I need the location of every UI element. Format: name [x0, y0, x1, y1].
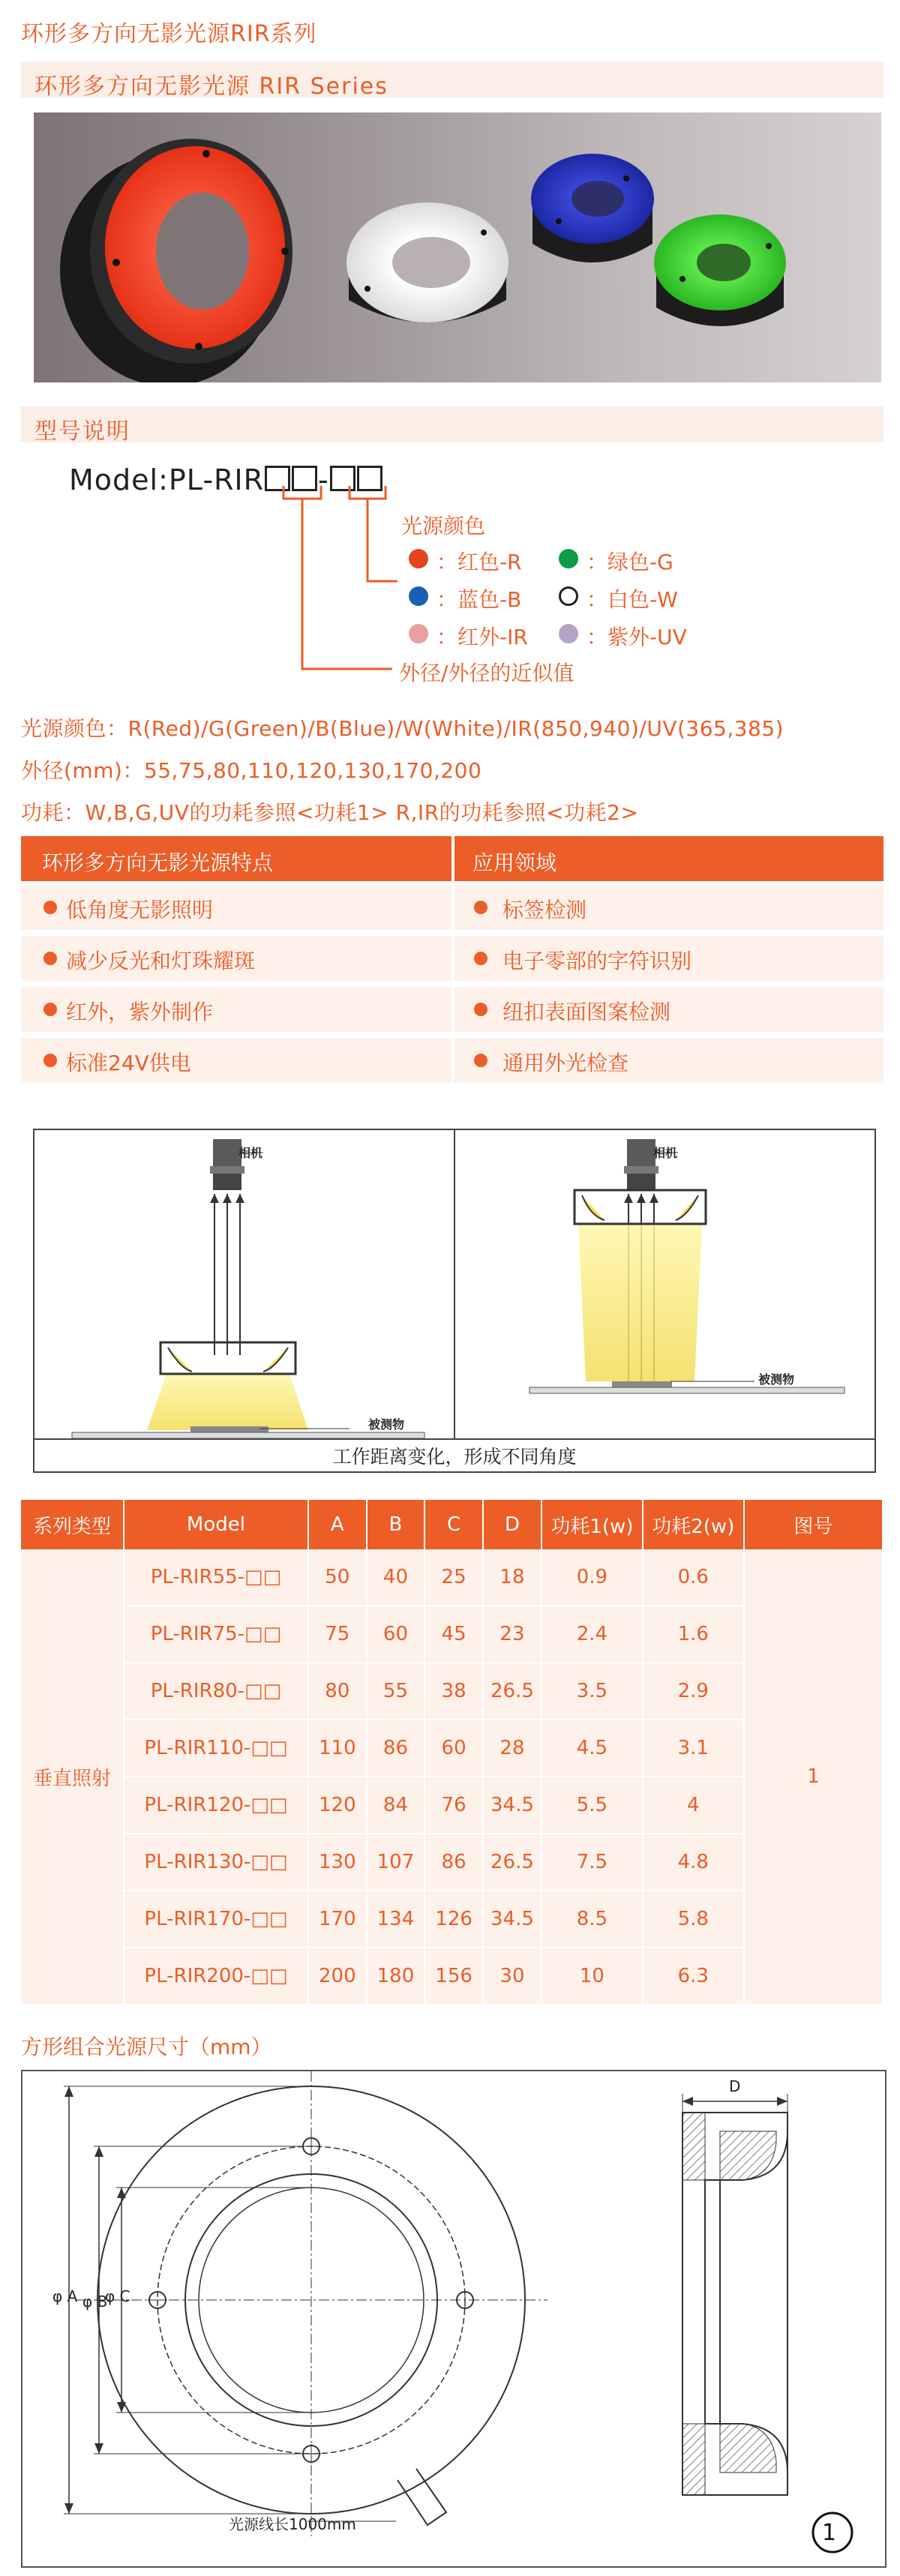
table-cell: 55 [367, 1663, 425, 1720]
spec-power: 功耗：W,B,G,UV的功耗参照<功耗1> R,IR的功耗参照<功耗2> [21, 800, 639, 825]
table-cell: 134 [367, 1891, 425, 1948]
table-cell: 3.1 [643, 1720, 744, 1777]
table-cell: PL-RIR200-□□ [124, 1948, 308, 2005]
table-cell: 26.5 [483, 1834, 542, 1891]
application-item: 通用外光检查 [502, 1051, 629, 1075]
green-ring-light [654, 214, 786, 326]
legend-title: 光源颜色 [401, 514, 486, 538]
table-cell: 130 [308, 1834, 367, 1891]
table-cell: 5.8 [643, 1891, 744, 1948]
application-item: 纽扣表面图案检测 [502, 1000, 671, 1024]
table-header-cell: C [424, 1500, 483, 1549]
dimension-label-d: D [729, 2077, 741, 2095]
ring-lights-illustration [34, 112, 881, 382]
model-code-prefix: Model:PL-RIR [69, 463, 265, 496]
product-photo [34, 112, 881, 382]
table-cell: PL-RIR120-□□ [124, 1777, 308, 1834]
table-cell: 60 [367, 1606, 425, 1663]
legend-item: ：红外-IR [436, 625, 528, 649]
table-cell: 86 [424, 1834, 483, 1891]
bullet-icon [474, 1003, 488, 1016]
dimension-label-a [52, 2287, 77, 2305]
table-cell: PL-RIR80-□□ [124, 1663, 308, 1720]
left-setup [72, 1139, 424, 1438]
dimension-b: B [97, 2293, 108, 2311]
table-cell: 3.5 [542, 1663, 643, 1720]
working-distance-drawing [34, 1130, 874, 1471]
application-item: 标签检测 [502, 898, 587, 922]
spec-diameter: 外径(mm)：55,75,80,110,120,130,170,200 [21, 758, 482, 783]
dimension-label-b [82, 2293, 107, 2311]
table-cell: 0.6 [643, 1549, 744, 1606]
spec-colors: 光源颜色：R(Red)/G(Green)/B(Blue)/W(White)/IR(850,940)/UV(365,385) [21, 716, 784, 741]
table-cell: 4.5 [542, 1720, 643, 1777]
bullet-icon [474, 1054, 488, 1067]
table-cell: 200 [308, 1948, 367, 2005]
dimension-label-c [105, 2287, 130, 2305]
table-cell: 120 [308, 1777, 367, 1834]
table-header-cell: B [367, 1500, 425, 1549]
white-ring-light [346, 202, 508, 322]
diameter-symbol: φ [52, 2287, 63, 2305]
table-header-cell: A [308, 1500, 367, 1549]
legend-item: ：蓝色-B [436, 587, 522, 612]
diameter-symbol: φ [105, 2287, 116, 2305]
legend-item: ：白色-W [586, 587, 678, 612]
features-header [21, 836, 452, 881]
table-cell: 6.3 [643, 1948, 744, 2005]
table-cell: PL-RIR55-□□ [124, 1549, 308, 1606]
model-table [21, 1500, 884, 2005]
table-header-cell: Model [124, 1500, 308, 1549]
bullet-icon [474, 901, 488, 914]
cable-length-label: 光源线长1000mm [229, 2515, 356, 2533]
camera-label: 相机 [238, 1146, 263, 1160]
table-cell: 4.8 [643, 1834, 744, 1891]
table-cell: 50 [308, 1549, 367, 1606]
table-cell: 25 [424, 1549, 483, 1606]
diameter-symbol: φ [82, 2293, 93, 2311]
model-code-dash: - [318, 463, 329, 496]
table-cell: PL-RIR170-□□ [124, 1891, 308, 1948]
table-cell: 1.6 [643, 1606, 744, 1663]
table-cell: PL-RIR110-□□ [124, 1720, 308, 1777]
camera-label: 相机 [653, 1146, 678, 1160]
dimension-c: C [119, 2287, 130, 2305]
right-setup [530, 1139, 844, 1393]
dimension-drawing [22, 2071, 885, 2566]
bullet-icon [44, 901, 57, 914]
feature-item: 标准24V供电 [66, 1051, 191, 1075]
table-header-cell: 功耗1(w) [542, 1500, 643, 1549]
table-cell: 86 [367, 1720, 425, 1777]
table-cell: 60 [424, 1720, 483, 1777]
technical-drawing [21, 2070, 886, 2568]
table-cell: 23 [483, 1606, 542, 1663]
white-dot-icon [559, 586, 578, 606]
figure-number-cell: 1 [744, 1549, 883, 2005]
feature-item: 低角度无影照明 [66, 898, 214, 922]
table-cell: PL-RIR75-□□ [124, 1606, 308, 1663]
table-cell: 2.4 [542, 1606, 643, 1663]
table-cell: 45 [424, 1606, 483, 1663]
dimension-section-title: 方形组合光源尺寸（mm） [21, 2035, 272, 2059]
model-section-bar [21, 406, 884, 445]
feature-item: 减少反光和灯珠耀斑 [66, 949, 256, 973]
object-label: 被测物 [368, 1417, 405, 1432]
spec-list [21, 712, 784, 838]
table-cell: 30 [483, 1948, 542, 2005]
table-cell: 110 [308, 1720, 367, 1777]
table-header-cell: 图号 [744, 1500, 883, 1549]
purple-dot-icon [559, 624, 578, 643]
table-cell: 76 [424, 1777, 483, 1834]
series-banner [21, 61, 884, 100]
table-cell: 8.5 [542, 1891, 643, 1948]
blue-dot-icon [409, 586, 428, 606]
table-cell: 10 [542, 1948, 643, 2005]
table-cell: 7.5 [542, 1834, 643, 1891]
figure-number-mark: 1 [822, 2520, 837, 2546]
table-cell: 80 [308, 1663, 367, 1720]
applications-header [454, 836, 884, 881]
green-dot-icon [559, 549, 578, 568]
table-cell: 84 [367, 1777, 425, 1834]
table-cell: 156 [424, 1948, 483, 2005]
features-header-label: 环形多方向无影光源特点 [42, 850, 274, 875]
table-cell: 18 [483, 1549, 542, 1606]
bullet-icon [474, 952, 488, 965]
model-section-title: 型号说明 [34, 418, 130, 445]
size-note: 外径/外径的近似值 [399, 661, 574, 685]
table-cell: 26.5 [483, 1663, 542, 1720]
dimension-a: A [67, 2287, 78, 2305]
red-dot-icon [409, 549, 428, 568]
object-label: 被测物 [758, 1372, 795, 1387]
table-cell: 126 [424, 1891, 483, 1948]
table-cell: 107 [367, 1834, 425, 1891]
table-header-cell: D [483, 1500, 542, 1549]
red-ring-light [60, 139, 292, 382]
bullet-icon [44, 1054, 57, 1067]
blue-ring-light [531, 154, 654, 262]
table-cell: 4 [643, 1777, 744, 1834]
bullet-icon [44, 1003, 57, 1016]
application-item: 电子零部的字符识别 [502, 949, 692, 973]
bullet-icon [44, 952, 57, 965]
table-cell: 170 [308, 1891, 367, 1948]
table-cell: 34.5 [483, 1891, 542, 1948]
working-distance-diagram [33, 1129, 876, 1473]
table-cell: 180 [367, 1948, 425, 2005]
diagram-caption: 工作距离变化，形成不同角度 [332, 1446, 577, 1468]
table-cell: PL-RIR130-□□ [124, 1834, 308, 1891]
feature-item: 红外，紫外制作 [66, 1000, 214, 1024]
legend-item: ：绿色-G [586, 550, 674, 574]
legend-item: ：紫外-UV [586, 625, 687, 649]
table-cell: 2.9 [643, 1663, 744, 1720]
table-cell: 40 [367, 1549, 425, 1606]
legend-item: ：红色-R [436, 550, 522, 574]
table-header-cell: 功耗2(w) [643, 1500, 744, 1549]
table-cell: 0.9 [542, 1549, 643, 1606]
pink-dot-icon [409, 624, 428, 643]
page-title: 环形多方向无影光源RIR系列 [21, 21, 317, 47]
table-header-cell: 系列类型 [21, 1500, 124, 1549]
table-header-row [21, 1500, 883, 1549]
table-cell: 75 [308, 1606, 367, 1663]
table-cell: 28 [483, 1720, 542, 1777]
table-cell: 34.5 [483, 1777, 542, 1834]
table-row [21, 1549, 883, 1606]
table-cell: 5.5 [542, 1777, 643, 1834]
series-banner-title: 环形多方向无影光源 RIR Series [34, 73, 388, 100]
table-cell: 38 [424, 1663, 483, 1720]
applications-header-label: 应用领域 [472, 850, 557, 875]
series-type-cell: 垂直照射 [21, 1549, 124, 2005]
